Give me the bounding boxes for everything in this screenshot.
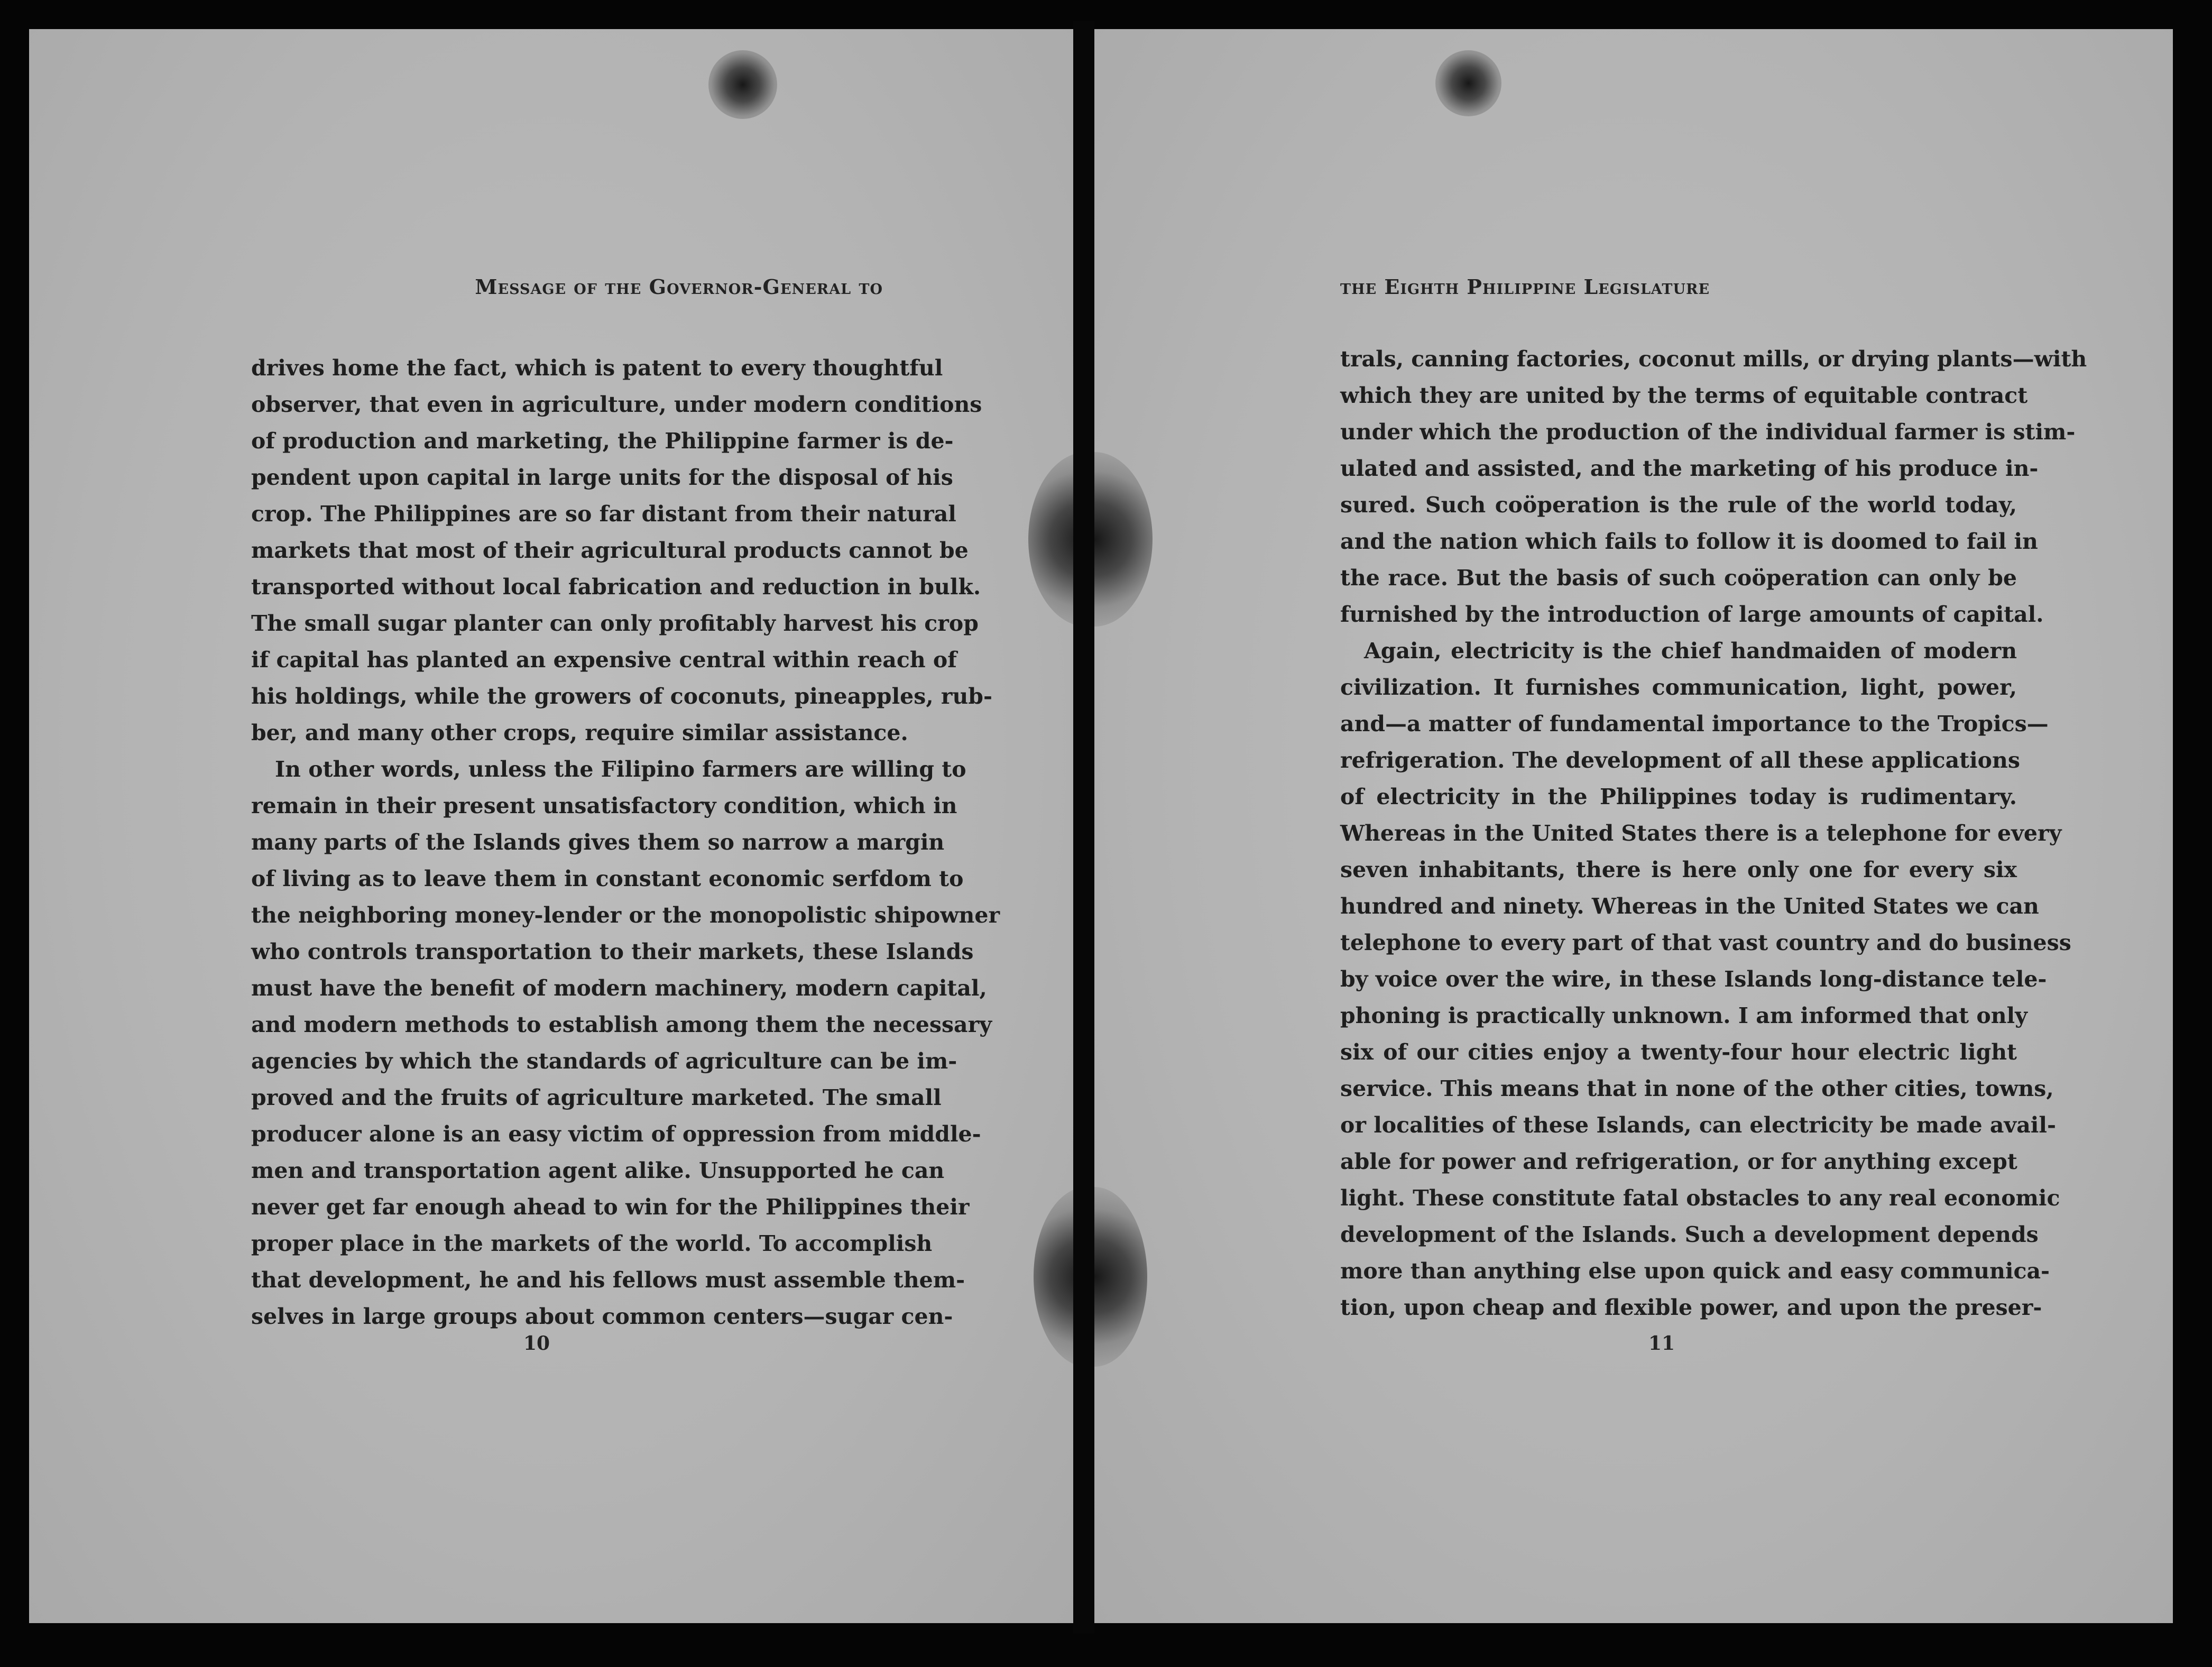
text-line: under which the production of the individual farmer is stim- [1340, 419, 2076, 445]
text-line: crop. The Philippines are so far distant from their natural [251, 501, 956, 527]
binding-shadow [1028, 452, 1073, 627]
text-line: or localities of these Islands, can electricity be made avail- [1340, 1112, 2056, 1138]
text-line: must have the benefit of modern machinery, modern capital, [251, 975, 987, 1001]
text-line: of living as to leave them in constant economic serfdom to [251, 866, 964, 891]
text-line: by voice over the wire, in these Islands long-distance tele- [1340, 966, 2047, 992]
right-page [1094, 29, 2173, 1623]
text-line: observer, that even in agriculture, under modern conditions [251, 392, 982, 417]
text-line: who controls transportation to their markets, these Islands [251, 939, 974, 964]
text-line: his holdings, while the growers of coconuts, pineapples, rub- [251, 684, 992, 709]
text-line: producer alone is an easy victim of oppression from middle- [251, 1121, 981, 1147]
binding-shadow [1094, 1187, 1147, 1367]
text-line: markets that most of their agricultural products cannot be [251, 538, 969, 563]
text-line: telephone to every part of that vast country and do business [1340, 930, 2071, 955]
text-line: civilization. It furnishes communication, light, power, [1340, 675, 2017, 700]
text-line: drives home the fact, which is patent to every thoughtful [251, 355, 943, 381]
text-line: of electricity in the Philippines today is rudimentary. [1340, 784, 2017, 809]
text-line: many parts of the Islands gives them so narrow a margin [251, 830, 945, 855]
text-line: never get far enough ahead to win for the Philippines their [251, 1194, 970, 1220]
text-line: agencies by which the standards of agriculture can be im- [251, 1048, 957, 1074]
text-line: the race. But the basis of such coöperation can only be [1340, 565, 2017, 591]
text-line: development of the Islands. Such a development depends [1340, 1222, 2039, 1247]
body-text [251, 350, 1000, 1335]
text-line: pendent upon capital in large units for the disposal of his [251, 465, 953, 490]
text-line: remain in their present unsatisfactory condition, which in [251, 793, 957, 818]
text-line: refrigeration. The development of all these applications [1340, 748, 2020, 773]
text-line: proper place in the markets of the world. To accomplish [251, 1231, 933, 1256]
text-line: sured. Such coöperation is the rule of the world today, [1340, 492, 2017, 518]
text-line: tion, upon cheap and flexible power, and upon the preser- [1340, 1295, 2042, 1320]
text-line: Again, electricity is the chief handmaiden of modern [1364, 638, 2017, 664]
text-line: Whereas in the United States there is a telephone for every [1340, 821, 2062, 846]
binding-shadow [1094, 452, 1153, 627]
text-line: able for power and refrigeration, or for anything except [1340, 1149, 2017, 1174]
text-line: light. These constitute fatal obstacles to any real economic [1340, 1185, 2060, 1211]
running-head: the Eighth Philippine Legislature [1340, 275, 1710, 299]
ink-smudge [708, 50, 777, 119]
text-line: service. This means that in none of the other cities, towns, [1340, 1076, 2054, 1101]
text-line: hundred and ninety. Whereas in the United States we can [1340, 894, 2039, 919]
left-page [29, 29, 1073, 1623]
text-line: of production and marketing, the Philippine farmer is de- [251, 428, 954, 454]
text-line: and modern methods to establish among them the necessary [251, 1012, 992, 1037]
text-line: if capital has planted an expensive central within reach of [251, 647, 957, 673]
ink-smudge [1435, 50, 1501, 116]
text-line: ulated and assisted, and the marketing of his produce in- [1340, 456, 2039, 481]
binding-shadow [1034, 1187, 1073, 1367]
page-number: 11 [1648, 1332, 1675, 1355]
body-text [1340, 341, 2087, 1326]
text-line: six of our cities enjoy a twenty-four hour electric light [1340, 1039, 2017, 1065]
text-line: and the nation which fails to follow it is doomed to fail in [1340, 529, 2038, 554]
text-line: ber, and many other crops, require similar assistance. [251, 720, 908, 745]
text-line: selves in large groups about common centers—sugar cen- [251, 1304, 953, 1329]
text-line: furnished by the introduction of large amounts of capital. [1340, 602, 2044, 627]
book-gutter [1073, 21, 1094, 1634]
text-line: the neighboring money-lender or the monopolistic shipowner [251, 902, 1000, 928]
page-number: 10 [523, 1332, 550, 1355]
text-line: men and transportation agent alike. Unsupported he can [251, 1158, 945, 1183]
text-line: The small sugar planter can only profitably harvest his crop [251, 611, 979, 636]
text-line: that development, he and his fellows must assemble them- [251, 1267, 965, 1293]
text-line: In other words, unless the Filipino farmers are willing to [275, 757, 966, 782]
text-line: seven inhabitants, there is here only one for every six [1340, 857, 2017, 882]
text-line: transported without local fabrication and reduction in bulk. [251, 574, 981, 600]
text-line: phoning is practically unknown. I am informed that only [1340, 1003, 2027, 1028]
text-line: more than anything else upon quick and easy communica- [1340, 1258, 2050, 1284]
text-line: trals, canning factories, coconut mills, or drying plants—with [1340, 346, 2087, 372]
text-line: which they are united by the terms of equitable contract [1340, 383, 2028, 408]
running-head: Message of the Governor-General to [475, 275, 883, 299]
text-line: and—a matter of fundamental importance to the Tropics— [1340, 711, 2049, 736]
text-line: proved and the fruits of agriculture marketed. The small [251, 1085, 942, 1110]
